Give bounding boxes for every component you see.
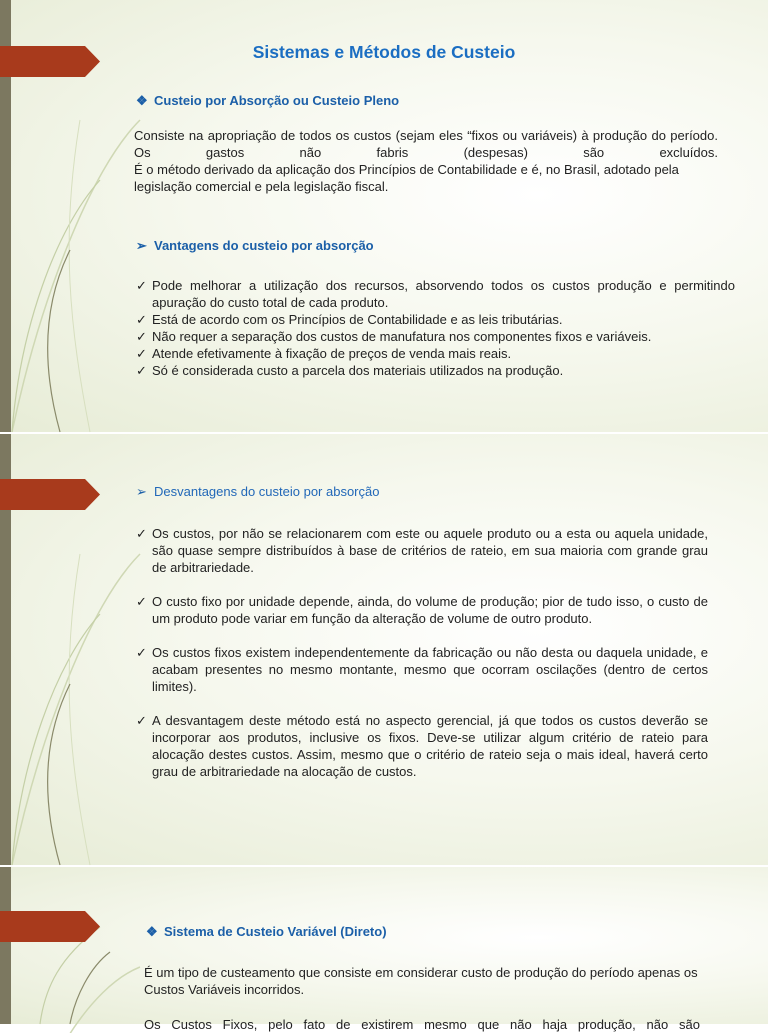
definition-paragraph: Consiste na apropriação de todos os custos (sejam eles “fixos ou variáveis) à produção do período. Os gastos não fabris (despesas) são excluídos. [134, 128, 718, 160]
arrow-bullet-icon: ➢ [136, 238, 147, 253]
check-icon: ✓ [136, 278, 147, 293]
heading-text: Vantagens do custeio por absorção [154, 238, 374, 253]
slide-3 [0, 867, 768, 1032]
list-item: ✓ Só é considerada custo a parcela dos materiais utilizados na produção. [136, 363, 564, 378]
section-heading-disadvantages [136, 484, 379, 500]
check-icon: ✓ [136, 713, 147, 728]
diamond-bullet-icon: ❖ [136, 93, 148, 108]
decorative-curves [0, 867, 140, 1024]
check-icon: ✓ [136, 312, 147, 327]
arrow-marker [0, 479, 100, 510]
slide-1 [0, 0, 768, 432]
list-item: ✓ Não requer a separação dos custos de manufatura nos componentes fixos e variáveis. [136, 329, 652, 344]
check-icon: ✓ [136, 645, 147, 660]
list-item: ✓ Está de acordo com os Princípios de Contabilidade e as leis tributárias. [136, 312, 563, 327]
arrow-marker [0, 911, 100, 942]
heading-text: Sistema de Custeio Variável (Direto) [164, 924, 387, 939]
slide-2 [0, 434, 768, 865]
fixed-costs-paragraph: Os Custos Fixos, pelo fato de existirem mesmo que não haja produção, não são [144, 1017, 700, 1032]
heading-text: Custeio por Absorção ou Custeio Pleno [154, 93, 400, 108]
section-heading-absorption [136, 93, 399, 109]
variable-definition-paragraph: É um tipo de custeamento que consiste em considerar custo de produção do período apenas os Custos Variáveis incorridos. [144, 965, 698, 997]
arrow-bullet-icon: ➢ [136, 484, 147, 499]
check-icon: ✓ [136, 346, 147, 361]
check-icon: ✓ [136, 363, 147, 378]
diamond-bullet-icon: ❖ [146, 924, 158, 939]
page-title: Sistemas e Métodos de Custeio [252, 42, 516, 62]
list-item: ✓ O custo fixo por unidade depende, ainda, do volume de produção; pior de tudo isso, o custo de um produto pode variar em função da alteração de volume de outro produto. [136, 594, 708, 626]
section-heading-advantages [136, 238, 374, 254]
list-item: ✓ A desvantagem deste método está no aspecto gerencial, já que todos os custos deverão se incorporar aos produtos, inclusive os fixos. Deve-se utilizar algum critério de rateio para alocação destes custos. Assim, mesmo que o critério de rateio seja o mais ideal, haverá certo grau de arbitrariedade na alocação de custos. [136, 713, 708, 779]
advantages-list [134, 277, 735, 379]
list-item: ✓ Os custos fixos existem independentemente da fabricação ou não desta ou daquela unidade, e acabam presentes no mesmo montante, mesmo que ocorram oscilações (dentro de certos limites). [136, 645, 708, 694]
check-icon: ✓ [136, 526, 147, 541]
list-item: ✓ Atende efetivamente à fixação de preços de venda mais reais. [136, 346, 512, 361]
check-icon: ✓ [136, 329, 147, 344]
section-heading-variable [146, 924, 387, 940]
heading-text: Desvantagens do custeio por absorção [154, 484, 380, 499]
check-icon: ✓ [136, 594, 147, 609]
method-paragraph: É o método derivado da aplicação dos Princípios de Contabilidade e é, no Brasil, adotado pela legislação comercial e pela legislação fiscal. [134, 162, 679, 194]
list-item: ✓ Pode melhorar a utilização dos recursos, absorvendo todos os custos produção e permitindo apuração do custo total de cada produto. [136, 278, 735, 310]
disadvantages-list [134, 525, 708, 797]
list-item: ✓ Os custos, por não se relacionarem com este ou aquele produto ou a esta ou aquela unidade, são quase sempre distribuídos à base de critérios de rateio, em sua maioria com grande grau de arbitrariedade. [136, 526, 708, 575]
